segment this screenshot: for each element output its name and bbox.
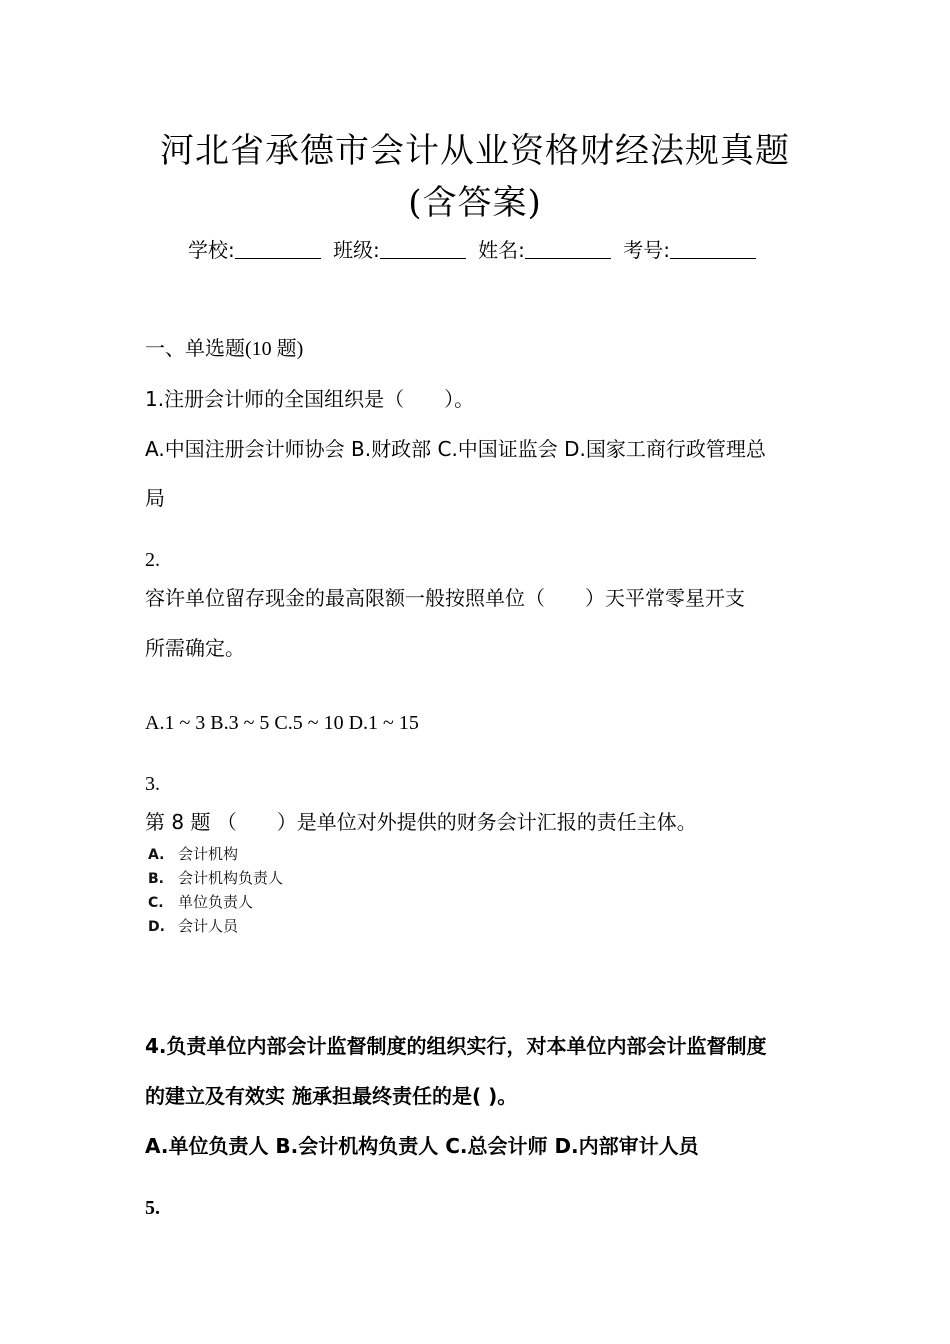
section-heading: 一、单选题(10 题) [145, 338, 304, 360]
question-3-option-d [148, 917, 238, 936]
question-3-option-a [148, 845, 238, 864]
name-label: 姓名: [478, 238, 525, 262]
option-text: 会计机构负责人 [178, 869, 284, 887]
class-blank [380, 240, 466, 259]
question-1-stem: 1.注册会计师的全国组织是（ ）。 [145, 387, 475, 411]
student-info-fields [0, 238, 950, 262]
question-4-stem-line2: 的建立及有效实 施承担最终责任的是( )。 [145, 1084, 518, 1108]
option-key: A. [148, 847, 165, 863]
option-text: 会计人员 [178, 917, 239, 935]
document-title-line2: (含答案) [408, 183, 542, 223]
school-blank [235, 240, 321, 259]
question-5-number: 5. [145, 1197, 160, 1219]
question-2-options: A.1 ~ 3 B.3 ~ 5 C.5 ~ 10 D.1 ~ 15 [145, 712, 419, 734]
school-label: 学校: [187, 238, 235, 262]
question-4-stem-line1: 4.负责单位内部会计监督制度的组织实行，对本单位内部会计监督制度 [145, 1034, 767, 1058]
question-3-stem: 第 8 题 （ ）是单位对外提供的财务会计汇报的责任主体。 [145, 810, 697, 834]
question-1-options-line1: A.中国注册会计师协会 B.财政部 C.中国证监会 D.国家工商行政管理总 [145, 437, 766, 461]
question-2-stem-line2: 所需确定。 [145, 636, 245, 660]
option-text: 会计机构 [178, 845, 239, 863]
exam-no-label: 考号: [623, 238, 671, 262]
question-4-options: A.单位负责人 B.会计机构负责人 C.总会计师 D.内部审计人员 [145, 1134, 699, 1158]
option-key: C. [148, 895, 164, 911]
question-2-number: 2. [145, 549, 160, 571]
option-text: 单位负责人 [178, 893, 254, 911]
question-3-number: 3. [145, 773, 160, 795]
question-1-options-line2: 局 [145, 486, 165, 510]
class-label: 班级: [333, 238, 380, 262]
question-3-option-b [148, 869, 283, 888]
option-key: D. [148, 919, 165, 935]
document-title-line1: 河北省承德市会计从业资格财经法规真题 [160, 131, 790, 171]
exam-no-blank [670, 240, 756, 259]
question-2-stem-line1: 容许单位留存现金的最高限额一般按照单位（ ）天平常零星开支 [145, 586, 745, 610]
option-key: B. [148, 871, 164, 887]
question-3-option-c [148, 893, 253, 912]
name-blank [525, 240, 611, 259]
